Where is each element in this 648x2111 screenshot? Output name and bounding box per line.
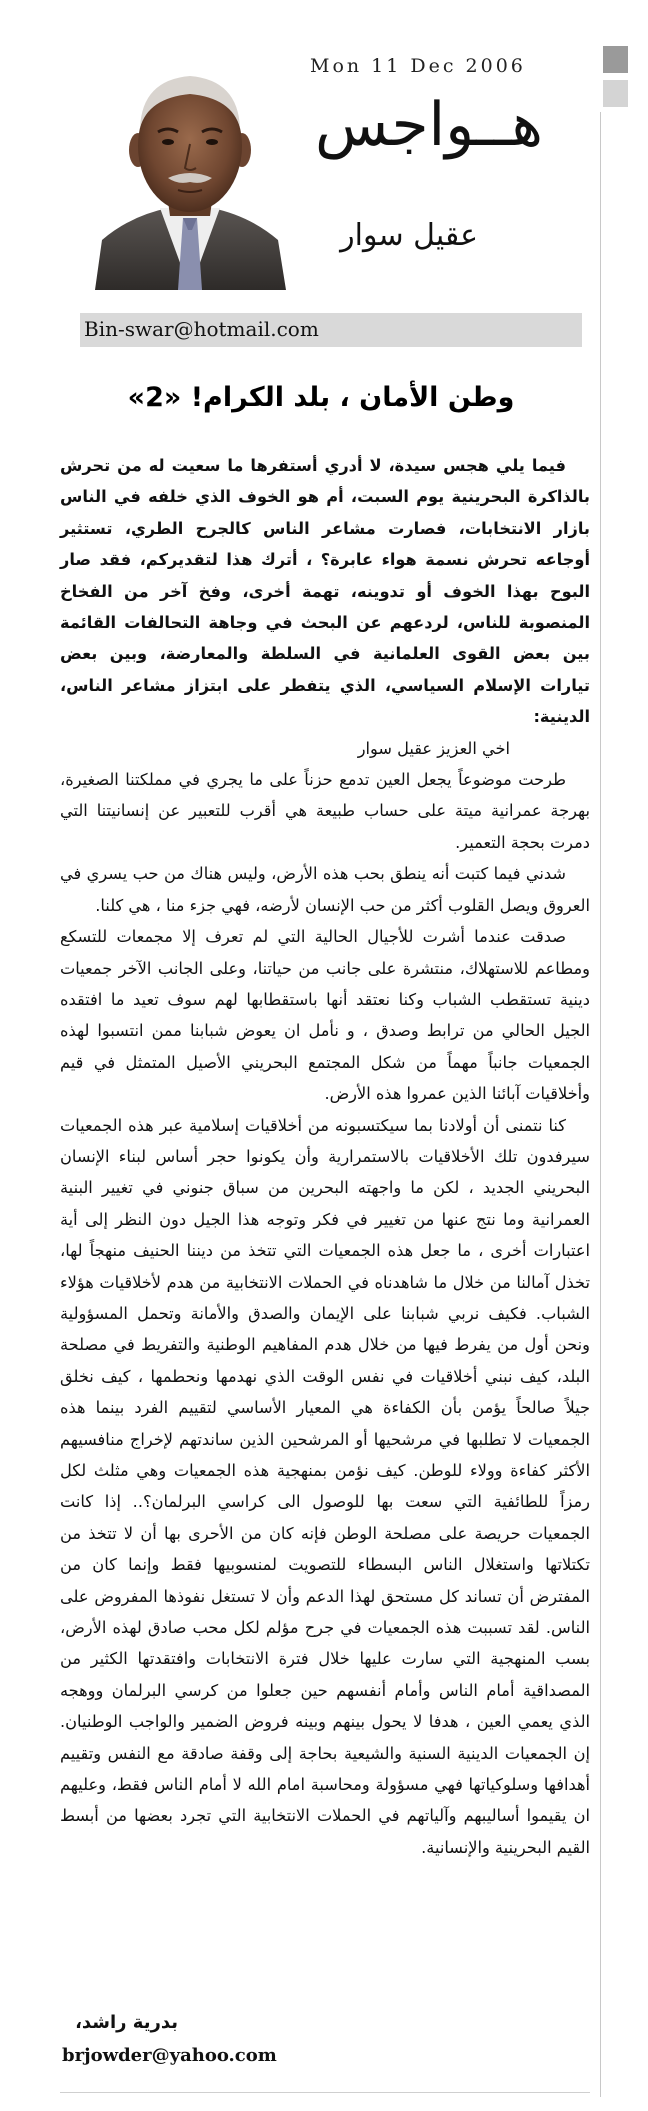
body-paragraph-2: شدني فيما كتبت أنه ينطق بحب هذه الأرض، وليس هناك من حب يسري في العروق ويصل القلوب أكثر من حب الإنسان لأرضه، فهي جزء منا ، هي كلنا. xyxy=(60,864,590,915)
letter-signature-email: brjowder@yahoo.com xyxy=(62,2045,277,2066)
publication-date: Mon 11 Dec 2006 xyxy=(310,55,526,77)
bottom-rule xyxy=(60,2092,590,2093)
page-edge-tab-dark xyxy=(603,46,628,73)
author-name: عقيل سوار xyxy=(340,218,478,253)
article-headline: وطن الأمان ، بلد الكرام! «2» xyxy=(127,382,515,413)
page-edge-tab-light xyxy=(603,80,628,107)
letter-greeting: اخي العزيز عقيل سوار xyxy=(357,738,510,758)
author-portrait xyxy=(90,58,290,290)
article-body xyxy=(60,450,590,1863)
body-paragraph-4: كنا نتمنى أن أولادنا بما سيكتسبونه من أخلاقيات إسلامية عبر هذه الجمعيات سيرفدون تلك الأخلاقيات بالاستمرارية وأن يكونوا حجر أساس لبناء الإنسان البحريني الجديد ، لكن ما واجهته البحرين من سباق جنوني في تغيير البنية العمرانية وما نتج عنها من تغيير في فكر وتوجه هذا الجيل دون النظر إلى أية اعتبارات أخرى ، ما جعل هذه الجمعيات التي تتخذ من ديننا الحنيف منهجاً لها، تخذل آمالنا من خلال ما شاهدناه في الحملات الانتخابية من هدم لأخلاقيات هؤلاء الشباب. فكيف نربي شبابنا على الإيمان والصدق والأمانة وتحمل المسؤولية ونحن أول من يفرط فيها من خلال هدم المفاهيم الوطنية والتفريط في مصلحة البلد، كيف نبني أخلاقيات في نفس الوقت الذي نهدمها ونحطمها ، كيف نخلق جيلاً صالحاً يؤمن بأن الكفاءة هي المعيار الأساسي لتقييم الفرد بينما هذه الجمعيات لا تطلبها في مرشحيها أو المرشحين الذين ساندتهم لإخراج منافسيهم الأكثر كفاءة وولاء للوطن. كيف نؤمن بمنهجية هذه الجمعيات وهي مثلث لكل رمزاً للطائفية التي سعت بها للوصول الى كراسي البرلمان؟.. إذا كانت الجمعيات حريصة على مصلحة الوطن فإنه كان من الأحرى بها أن لا تتخذ من تكتلاتها واستغلال الناس البسطاء للتصويت لمنسوبيها فقط وإنما كان من المفترض أن تساند كل مستحق لهذا الدعم وأن لا تستغل نفوذها المفروض على الناس. لقد تسببت هذه الجمعيات في جرح مؤلم لكل محب صادق لهذه الأرض، بسب المنهجية التي سارت عليها خلال فترة الانتخابات وافتقدتها الكثير من المصداقية أمام الناس وأمام أنفسهم حين جعلوا من كرسي البرلمان ووهجه الذي يعمي العين ، هدفا لا يحول بينهم وبينه فروض الضمير والواجب الوطنيان. إن الجمعيات الدينية السنية والشيعية بحاجة إلى وقفة صادقة مع النفس وتقييم أهدافها وسلوكياتها فهي مسؤولة ومحاسبة امام الله لا أمام الناس فقط، وعليهم ان يقيموا أساليبهم وآلياتهم في الحملات الانتخابية التي تجرد بعضها من أبسط القيم البحرينية والإنسانية. xyxy=(60,1115,590,1857)
body-paragraph-3: صدقت عندما أشرت للأجيال الحالية التي لم تعرف إلا مجمعات للتسكع ومطاعم للاستهلاك، منتشرة على جانب من حياتنا، وعلى الجانب الآخر جمعيات دينية تستقطب الشباب وكنا نعتقد أنها باستقطابها لهم سوف تعيد ما افتقده الجيل الحالي من ترابط وصدق ، و نأمل ان يعوض شبابنا ممن انتسبوا لهذه الجمعيات جانباً مهماً من شكل المجتمع البحريني الأصيل المتمثل في قيم وأخلاقيات آبائنا الذين عمروا هذه الأرض. xyxy=(60,927,590,1104)
column-divider xyxy=(600,112,601,2097)
letter-signature-name: بدرية راشد، xyxy=(75,2012,178,2033)
column-title: هــواجس xyxy=(314,90,543,160)
body-paragraph-1: طرحت موضوعاً يجعل العين تدمع حزناً على ما يجري في مملكتنا الصغيرة، بهرجة عمرانية ميتة على حساب طبيعة هي أقرب للتعبير عن إنسانيتنا التي دمرت بحجة التعمير. xyxy=(60,770,590,852)
author-email: Bin-swar@hotmail.com xyxy=(84,317,319,341)
lead-paragraph: فيما يلي هجس سيدة، لا أدري أستفرها ما سعيت له من تحرش بالذاكرة البحرينية يوم السبت، أم هو الخوف الذي خلفه في الناس بازار الانتخابات، فصارت مشاعر الناس كالجرح الطري، تستثير أوجاعه تحرش نسمة هواء عابرة؟ ، أترك هذا لتقديركم، فقد صار البوح بهذا الخوف أو تدوينه، تهمة أخرى، وفخ آخر من الفخاخ المنصوبة للناس، لردعهم عن البحث في وجاهة التحالفات القائمة بين بعض القوى العلمانية في السلطة والمعارضة، وبين بعض تيارات الإسلام السياسي، الذي يتفطر على ابتزاز مشاعر الناس، الدينية: xyxy=(60,456,590,727)
